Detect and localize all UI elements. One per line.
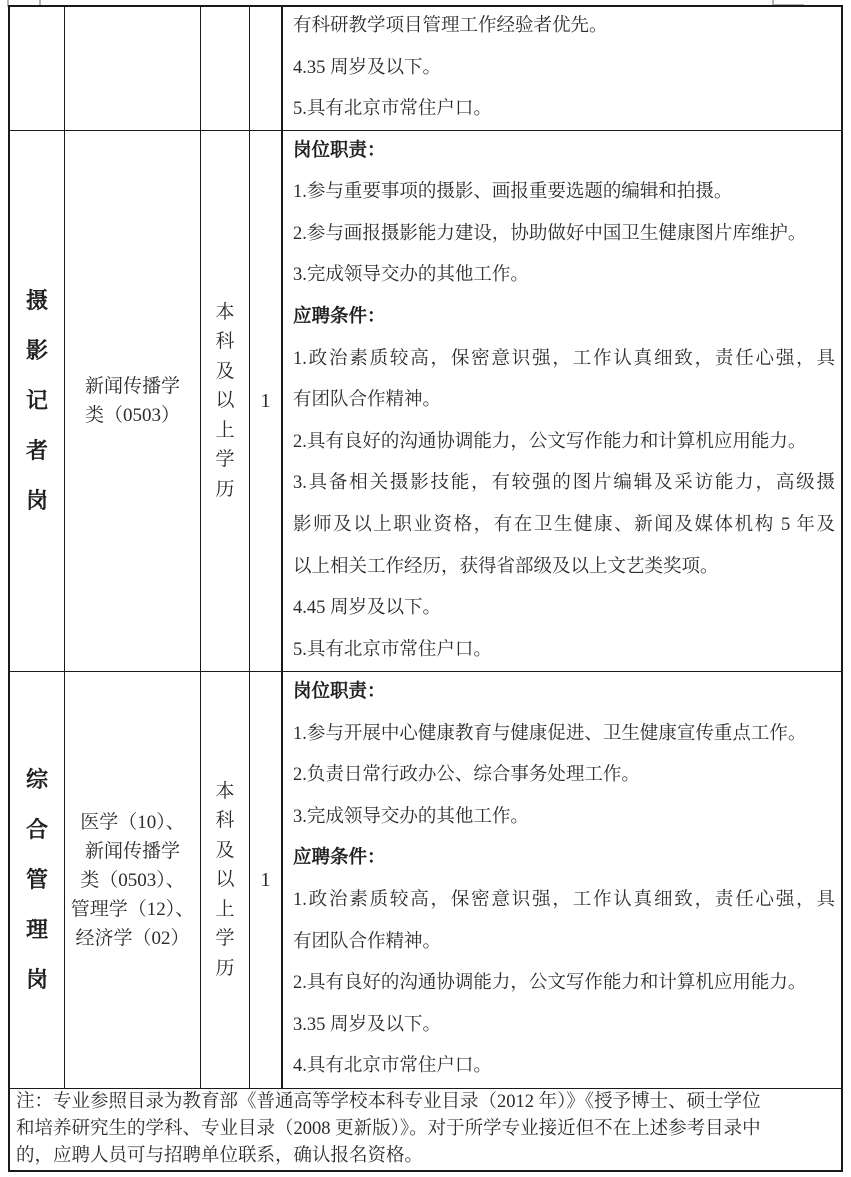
major-line: 新闻传播学 bbox=[84, 376, 180, 397]
education-char: 及 bbox=[215, 360, 235, 382]
position-char: 管 bbox=[25, 867, 48, 892]
requirement-line: 影师及以上职业资格，有在卫生健康、新闻及媒体机构 5 年及 bbox=[293, 514, 835, 535]
education-char: 本 bbox=[215, 301, 235, 323]
requirement-line: 3.具备相关摄影技能，有较强的图片编辑及采访能力，高级摄 bbox=[293, 473, 835, 494]
education-cell-empty bbox=[201, 7, 250, 131]
requirement-line: 有科研教学项目管理工作经验者优先。 bbox=[293, 16, 608, 37]
headcount-value: 1 bbox=[260, 389, 271, 412]
position-char: 岗 bbox=[25, 488, 48, 513]
requirement-line: 2.具有良好的沟通协调能力，公文写作能力和计算机应用能力。 bbox=[293, 431, 807, 452]
requirements-cell-admin bbox=[283, 672, 841, 1089]
major-line: 医学（10）、 bbox=[80, 811, 185, 833]
requirement-line: 有团队合作精神。 bbox=[293, 390, 442, 411]
education-char: 科 bbox=[215, 331, 235, 353]
requirement-line: 1.参与开展中心健康教育与健康促进、卫生健康宣传重点工作。 bbox=[293, 723, 807, 744]
headcount-value: 1 bbox=[260, 868, 271, 891]
education-char: 学 bbox=[215, 928, 235, 950]
education-char: 科 bbox=[215, 810, 235, 832]
position-char: 岗 bbox=[25, 967, 48, 992]
major-line: 类（0503） bbox=[84, 405, 180, 426]
education-char: 以 bbox=[215, 390, 235, 412]
section-heading-conditions: 应聘条件： bbox=[293, 307, 386, 328]
requirement-line: 以上相关工作经历，获得省部级及以上文艺类奖项。 bbox=[293, 556, 719, 577]
requirement-line: 5.具有北京市常住户口。 bbox=[293, 639, 492, 660]
major-cell-empty bbox=[65, 7, 201, 131]
footnote-line: 注：专业参照目录为教育部《普通高等学校本科专业目录（2012 年）》《授予博士、硕士学位 bbox=[16, 1092, 761, 1112]
education-char: 上 bbox=[215, 898, 235, 920]
requirement-line: 1.参与重要事项的摄影、画报重要选题的编辑和拍摄。 bbox=[293, 182, 733, 203]
headcount-cell-admin bbox=[250, 672, 283, 1089]
position-cell-photographer bbox=[10, 131, 65, 672]
position-char: 综 bbox=[25, 767, 48, 792]
education-char: 历 bbox=[215, 478, 235, 500]
requirement-line: 4.具有北京市常住户口。 bbox=[293, 1056, 492, 1077]
major-cell-photographer bbox=[65, 131, 201, 672]
major-cell-admin bbox=[65, 672, 201, 1089]
position-cell-admin bbox=[10, 672, 65, 1089]
footnote-line: 和培养研究生的学科、专业目录（2008 更新版）》。对于所学专业接近但不在上述参考目录中 bbox=[16, 1119, 761, 1139]
education-char: 及 bbox=[215, 839, 235, 861]
position-char: 者 bbox=[25, 438, 48, 463]
requirement-line: 3.完成领导交办的其他工作。 bbox=[293, 265, 529, 286]
education-cell-photographer bbox=[201, 131, 250, 672]
section-heading-duties: 岗位职责： bbox=[293, 682, 386, 703]
requirement-line: 3.35 周岁及以下。 bbox=[293, 1014, 442, 1035]
education-cell-admin bbox=[201, 672, 250, 1089]
requirement-line: 2.参与画报摄影能力建设，协助做好中国卫生健康图片库维护。 bbox=[293, 223, 807, 244]
position-cell-empty bbox=[10, 7, 65, 131]
major-line: 管理学（12）、 bbox=[70, 898, 195, 920]
requirement-line: 5.具有北京市常住户口。 bbox=[293, 99, 492, 120]
requirement-line: 2.负责日常行政办公、综合事务处理工作。 bbox=[293, 765, 640, 786]
major-line: 经济学（02） bbox=[75, 927, 190, 949]
position-char: 影 bbox=[25, 338, 48, 363]
education-char: 学 bbox=[215, 449, 235, 471]
section-heading-conditions: 应聘条件： bbox=[293, 848, 386, 869]
requirements-cell-photographer bbox=[283, 131, 841, 672]
education-char: 上 bbox=[215, 419, 235, 441]
requirement-line: 4.45 周岁及以下。 bbox=[293, 598, 442, 619]
headcount-cell-photographer bbox=[250, 131, 283, 672]
position-char: 摄 bbox=[25, 288, 48, 313]
requirement-line: 1.政治素质较高，保密意识强，工作认真细致，责任心强，具 bbox=[293, 348, 835, 369]
requirement-line: 1.政治素质较高，保密意识强，工作认真细致，责任心强，具 bbox=[293, 890, 835, 910]
requirement-line: 有团队合作精神。 bbox=[293, 931, 442, 952]
footnote-line: 的，应聘人员可与招聘单位联系，确认报名资格。 bbox=[16, 1146, 424, 1166]
recruitment-table bbox=[8, 5, 843, 1172]
requirement-line: 3.完成领导交办的其他工作。 bbox=[293, 806, 529, 827]
education-char: 本 bbox=[215, 780, 235, 802]
footnote-cell bbox=[10, 1089, 841, 1170]
headcount-cell-empty bbox=[250, 7, 283, 131]
position-char: 理 bbox=[25, 917, 48, 942]
position-char: 记 bbox=[25, 388, 48, 413]
education-char: 以 bbox=[215, 869, 235, 891]
requirements-cell-continuation bbox=[283, 7, 841, 131]
section-heading-duties: 岗位职责： bbox=[293, 140, 386, 161]
major-line: 类（0503）、 bbox=[80, 869, 185, 891]
major-line: 新闻传播学 bbox=[84, 840, 180, 862]
requirement-line: 2.具有良好的沟通协调能力，公文写作能力和计算机应用能力。 bbox=[293, 973, 807, 994]
position-char: 合 bbox=[25, 817, 48, 842]
requirement-line: 4.35 周岁及以下。 bbox=[293, 57, 442, 78]
education-char: 历 bbox=[215, 957, 235, 979]
